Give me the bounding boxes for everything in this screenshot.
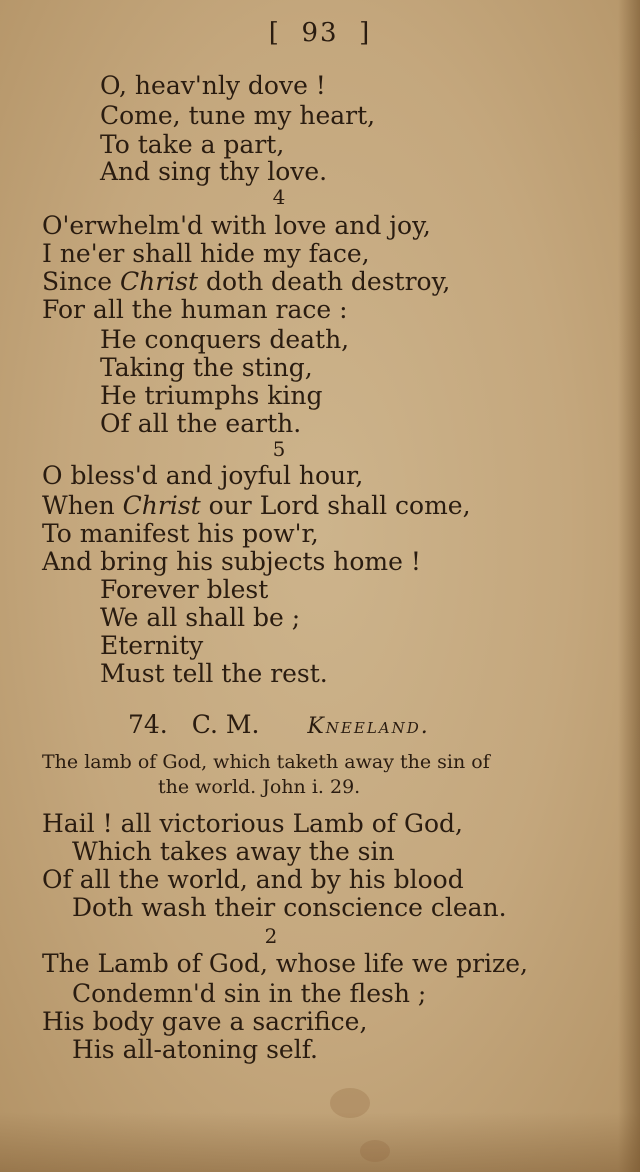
page-bottom-shadow bbox=[0, 1112, 640, 1172]
verse-line: Of all the earth. bbox=[100, 409, 302, 438]
paper-stain bbox=[360, 1140, 390, 1162]
verse-line: Forever blest bbox=[100, 575, 269, 604]
verse-line: He conquers death, bbox=[100, 325, 350, 354]
verse-line: To take a part, bbox=[100, 130, 285, 159]
verse-line: When Christ our Lord shall come, bbox=[42, 491, 471, 520]
verse-line: And sing thy love. bbox=[100, 157, 328, 186]
stanza-number: 2 bbox=[264, 924, 278, 948]
verse-line: Since Christ doth death destroy, bbox=[42, 267, 451, 296]
hymn-composer: Kneeland. bbox=[307, 714, 430, 739]
verse-line: And bring his subjects home ! bbox=[42, 547, 421, 576]
hymn-title bbox=[128, 710, 430, 739]
verse-line: O'erwhelm'd with love and joy, bbox=[42, 211, 431, 240]
verse-line: Condemn'd sin in the flesh ; bbox=[72, 979, 427, 1008]
verse-line: I ne'er shall hide my face, bbox=[42, 239, 370, 268]
verse-line: Eternity bbox=[100, 631, 204, 660]
verse-line: O, heav'nly dove ! bbox=[100, 71, 326, 100]
verse-line: Must tell the rest. bbox=[100, 659, 328, 688]
epigraph-line: the world. John i. 29. bbox=[158, 776, 361, 798]
verse-line: For all the human race : bbox=[42, 295, 348, 324]
verse-line: To manifest his pow'r, bbox=[42, 519, 319, 548]
page-header: [ 93 ] bbox=[268, 18, 372, 48]
epigraph-line: The lamb of God, which taketh away the sin of bbox=[42, 751, 490, 773]
hymn-meter: C. M. bbox=[191, 710, 260, 739]
page-edge-shadow bbox=[618, 0, 640, 1172]
verse-line: His all-atoning self. bbox=[72, 1035, 318, 1064]
verse-line: Of all the world, and by his blood bbox=[42, 865, 464, 894]
verse-line: We all shall be ; bbox=[100, 603, 301, 632]
verse-line: The Lamb of God, whose life we prize, bbox=[42, 949, 528, 978]
verse-line: His body gave a sacrifice, bbox=[42, 1007, 368, 1036]
verse-line: Doth wash their conscience clean. bbox=[72, 893, 507, 922]
paper-stain bbox=[330, 1088, 370, 1118]
verse-line: Come, tune my heart, bbox=[100, 101, 376, 130]
hymn-number: 74. bbox=[128, 710, 168, 739]
verse-line: Which takes away the sin bbox=[72, 837, 395, 866]
verse-line: O bless'd and joyful hour, bbox=[42, 461, 364, 490]
verse-line: Hail ! all victorious Lamb of God, bbox=[42, 809, 463, 838]
stanza-number: 5 bbox=[272, 437, 286, 461]
page-number: 93 bbox=[301, 18, 339, 48]
stanza-number: 4 bbox=[272, 185, 286, 209]
verse-line: He triumphs king bbox=[100, 381, 323, 410]
verse-line: Taking the sting, bbox=[100, 353, 313, 382]
